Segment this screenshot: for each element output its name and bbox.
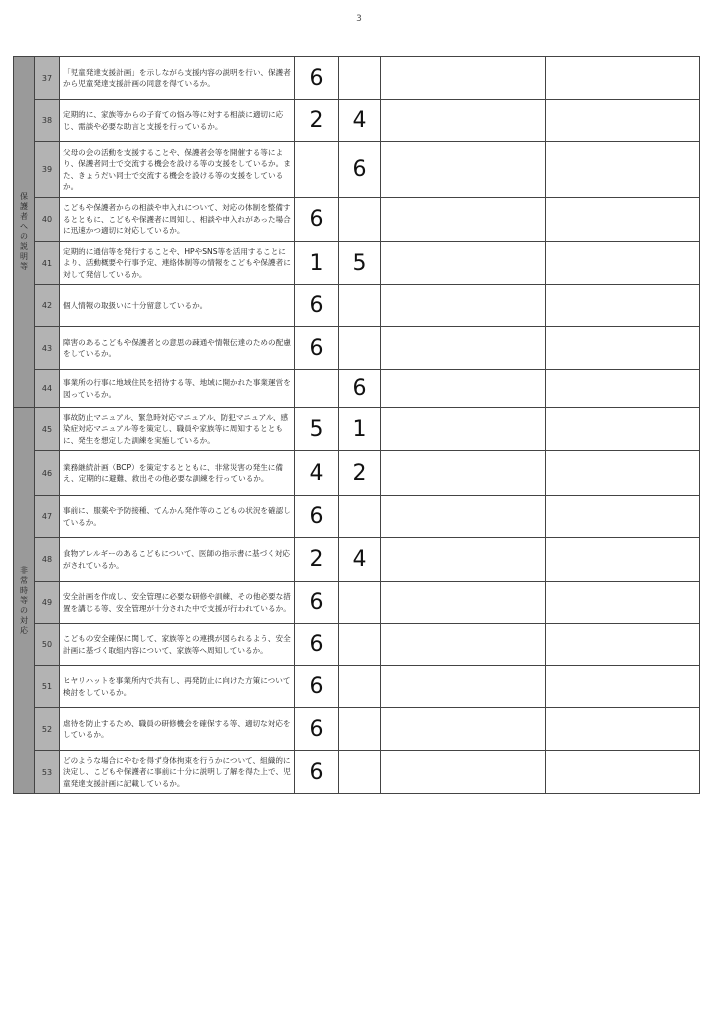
comment-cell — [381, 624, 546, 666]
answer-no-count — [339, 624, 381, 666]
table-row — [14, 751, 700, 794]
table-row — [14, 198, 700, 242]
question-number: 53 — [35, 751, 60, 794]
answer-yes-count: 1 — [295, 242, 339, 285]
survey-rows — [14, 57, 700, 794]
question-text: こどもや保護者からの相談や申入れについて、対応の体制を整備するとともに、こどもや保護者に周知し、相談や申入れがあった場合に迅速かつ適切に対応しているか。 — [60, 198, 295, 242]
comment-cell — [381, 708, 546, 751]
improvement-cell — [546, 708, 700, 751]
question-number: 49 — [35, 582, 60, 624]
improvement-cell — [546, 751, 700, 794]
answer-no-count: 1 — [339, 408, 381, 451]
question-number: 43 — [35, 327, 60, 370]
answer-yes-count: 6 — [295, 751, 339, 794]
question-text: 安全計画を作成し、安全管理に必要な研修や訓練、その他必要な措置を講じる等、安全管理が十分された中で支援が行われているか。 — [60, 582, 295, 624]
table-row — [14, 538, 700, 582]
comment-cell — [381, 57, 546, 100]
answer-yes-count: 6 — [295, 285, 339, 327]
answer-no-count: 4 — [339, 538, 381, 582]
answer-no-count: 6 — [339, 370, 381, 408]
improvement-cell — [546, 451, 700, 496]
improvement-cell — [546, 142, 700, 198]
answer-no-count — [339, 751, 381, 794]
comment-cell — [381, 408, 546, 451]
improvement-cell — [546, 285, 700, 327]
improvement-cell — [546, 582, 700, 624]
answer-yes-count: 6 — [295, 57, 339, 100]
answer-yes-count: 6 — [295, 496, 339, 538]
table-row — [14, 708, 700, 751]
table-row — [14, 142, 700, 198]
page-number: 3 — [356, 14, 362, 24]
answer-no-count — [339, 327, 381, 370]
answer-no-count — [339, 285, 381, 327]
table-row — [14, 100, 700, 142]
question-text: 「児童発達支援計画」を示しながら支援内容の説明を行い、保護者から児童発達支援計画の同意を得ているか。 — [60, 57, 295, 100]
answer-no-count: 5 — [339, 242, 381, 285]
answer-yes-count: 6 — [295, 582, 339, 624]
answer-yes-count — [295, 370, 339, 408]
question-number: 46 — [35, 451, 60, 496]
comment-cell — [381, 285, 546, 327]
comment-cell — [381, 142, 546, 198]
improvement-cell — [546, 198, 700, 242]
comment-cell — [381, 582, 546, 624]
question-text: 父母の会の活動を支援することや、保護者会等を開催する等により、保護者同士で交流する機会を設ける等の支援をしているか。また、きょうだい同士で交流する機会を設ける等の支援をしているか。 — [60, 142, 295, 198]
question-text: 食物アレルギーのあるこどもについて、医師の指示書に基づく対応がされているか。 — [60, 538, 295, 582]
question-number: 48 — [35, 538, 60, 582]
category-explanation — [14, 57, 35, 408]
question-text: こどもの安全確保に関して、家族等との連携が図られるよう、安全計画に基づく取組内容について、家族等へ周知しているか。 — [60, 624, 295, 666]
question-text: ヒヤリハットを事業所内で共有し、再発防止に向けた方策について検討をしているか。 — [60, 666, 295, 708]
comment-cell — [381, 538, 546, 582]
improvement-cell — [546, 624, 700, 666]
answer-no-count: 6 — [339, 142, 381, 198]
answer-yes-count: 6 — [295, 708, 339, 751]
question-number: 44 — [35, 370, 60, 408]
answer-no-count — [339, 496, 381, 538]
question-number: 38 — [35, 100, 60, 142]
answer-no-count — [339, 198, 381, 242]
question-number: 52 — [35, 708, 60, 751]
table-row — [14, 370, 700, 408]
question-text: 定期的に、家族等からの子育ての悩み等に対する相談に適切に応じ、需談や必要な助言と支援を行っているか。 — [60, 100, 295, 142]
question-text: 事前に、服薬や予防接種、てんかん発作等のこどもの状況を確認しているか。 — [60, 496, 295, 538]
answer-no-count — [339, 708, 381, 751]
table-row — [14, 57, 700, 100]
answer-no-count — [339, 582, 381, 624]
comment-cell — [381, 751, 546, 794]
improvement-cell — [546, 666, 700, 708]
comment-cell — [381, 370, 546, 408]
question-number: 45 — [35, 408, 60, 451]
question-number: 37 — [35, 57, 60, 100]
survey-table — [13, 56, 700, 794]
table-row — [14, 327, 700, 370]
question-number: 41 — [35, 242, 60, 285]
question-number: 42 — [35, 285, 60, 327]
category-emergency — [14, 408, 35, 794]
comment-cell — [381, 666, 546, 708]
category-label: 非常時等の対応 — [20, 565, 28, 635]
table-row — [14, 408, 700, 451]
improvement-cell — [546, 242, 700, 285]
table-row — [14, 496, 700, 538]
question-text: 定期的に通信等を発行することや、HPやSNS等を活用することにより、活動概要や行事予定、連絡体制等の情報をこどもや保護者に対して発信しているか。 — [60, 242, 295, 285]
improvement-cell — [546, 408, 700, 451]
improvement-cell — [546, 496, 700, 538]
comment-cell — [381, 451, 546, 496]
question-number: 40 — [35, 198, 60, 242]
table-row — [14, 624, 700, 666]
answer-yes-count: 2 — [295, 100, 339, 142]
table-row — [14, 451, 700, 496]
answer-yes-count: 4 — [295, 451, 339, 496]
question-text: 事故防止マニュアル、緊急時対応マニュアル、防犯マニュアル、感染症対応マニュアル等を策定し、職員や家族等に周知するとともに、発生を想定した訓練を実施しているか。 — [60, 408, 295, 451]
improvement-cell — [546, 57, 700, 100]
comment-cell — [381, 496, 546, 538]
answer-yes-count — [295, 142, 339, 198]
comment-cell — [381, 198, 546, 242]
answer-yes-count: 6 — [295, 666, 339, 708]
answer-yes-count: 6 — [295, 624, 339, 666]
question-text: 業務継続計画（BCP）を策定するとともに、非常災害の発生に備え、定期的に避難、救出その他必要な訓練を行っているか。 — [60, 451, 295, 496]
question-text: 個人情報の取扱いに十分留意しているか。 — [60, 285, 295, 327]
comment-cell — [381, 100, 546, 142]
table-row — [14, 285, 700, 327]
question-text: 事業所の行事に地域住民を招待する等、地域に開かれた事業運営を図っているか。 — [60, 370, 295, 408]
question-number: 50 — [35, 624, 60, 666]
table-row — [14, 242, 700, 285]
answer-yes-count: 6 — [295, 327, 339, 370]
question-text: 虐待を防止するため、職員の研修機会を確保する等、適切な対応をしているか。 — [60, 708, 295, 751]
answer-no-count: 4 — [339, 100, 381, 142]
question-text: 障害のあるこどもや保護者との意思の疎通や情報伝達のための配慮をしているか。 — [60, 327, 295, 370]
category-label: 保護者への説明等 — [20, 192, 28, 271]
answer-yes-count: 5 — [295, 408, 339, 451]
comment-cell — [381, 242, 546, 285]
improvement-cell — [546, 370, 700, 408]
answer-yes-count: 2 — [295, 538, 339, 582]
table-row — [14, 666, 700, 708]
improvement-cell — [546, 100, 700, 142]
answer-no-count — [339, 666, 381, 708]
table-row — [14, 582, 700, 624]
answer-yes-count: 6 — [295, 198, 339, 242]
improvement-cell — [546, 538, 700, 582]
question-number: 51 — [35, 666, 60, 708]
comment-cell — [381, 327, 546, 370]
question-number: 47 — [35, 496, 60, 538]
improvement-cell — [546, 327, 700, 370]
question-text: どのような場合にやむを得ず身体拘束を行うかについて、組織的に決定し、こどもや保護者に事前に十分に説明し了解を得た上で、児童発達支援計画に記載しているか。 — [60, 751, 295, 794]
answer-no-count: 2 — [339, 451, 381, 496]
question-number: 39 — [35, 142, 60, 198]
answer-no-count — [339, 57, 381, 100]
